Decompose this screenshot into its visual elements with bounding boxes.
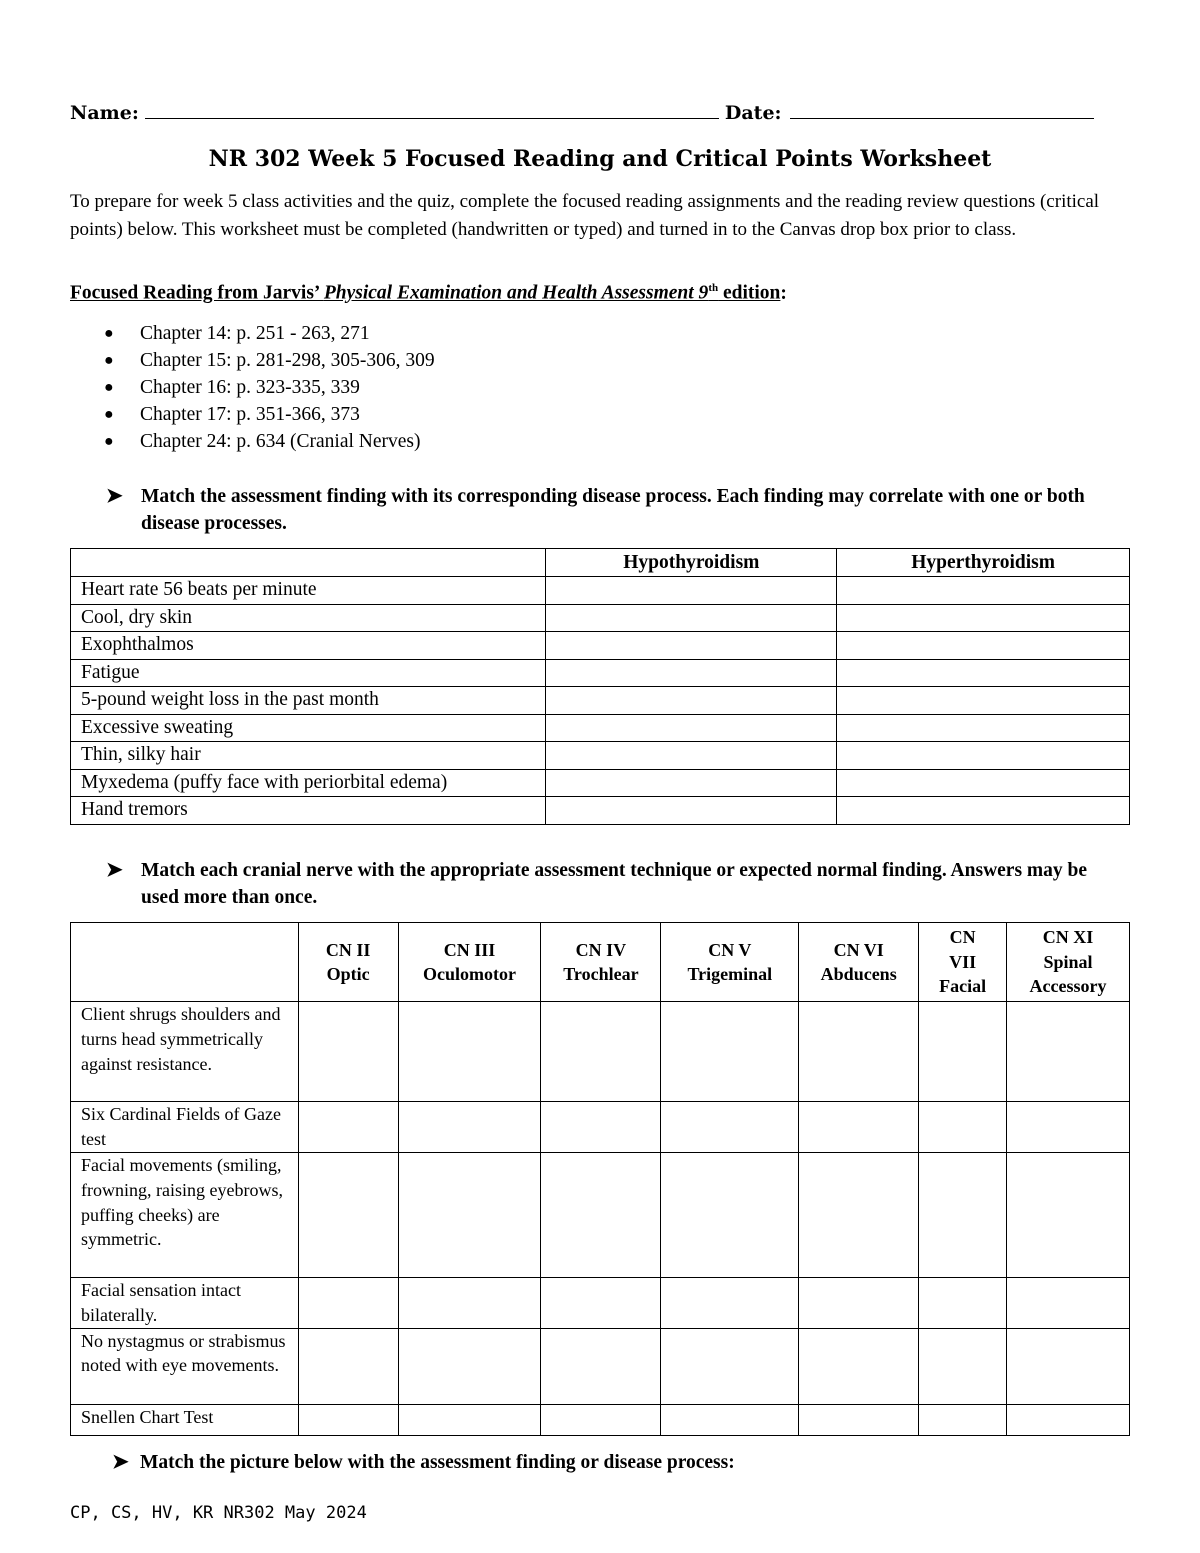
hypothyroidism-header: Hypothyroidism (546, 549, 837, 577)
answer-cell[interactable] (1007, 1102, 1130, 1153)
header-line: Facial (939, 976, 987, 997)
answer-cell[interactable] (298, 1002, 398, 1102)
answer-cell[interactable] (837, 632, 1130, 660)
technique-cell: No nystagmus or strabismus noted with eye movements. (71, 1328, 299, 1404)
list-item (100, 428, 435, 455)
book-title: Physical Examination and Health Assessment 9 (323, 282, 709, 304)
round-bullet-icon: ● (104, 352, 114, 369)
answer-cell[interactable] (837, 797, 1130, 825)
focused-reading-prefix: Focused Reading from Jarvis’ (70, 282, 324, 304)
finding-cell: 5-pound weight loss in the past month (71, 687, 546, 715)
date-field[interactable] (790, 98, 1094, 119)
answer-cell[interactable] (837, 742, 1130, 770)
answer-cell[interactable] (919, 1278, 1007, 1329)
list-item (100, 320, 435, 347)
answer-cell[interactable] (298, 1328, 398, 1404)
list-item (100, 347, 435, 374)
table-row (71, 1404, 1130, 1435)
answer-cell[interactable] (298, 1153, 398, 1278)
answer-cell[interactable] (1007, 1153, 1130, 1278)
list-item (100, 401, 435, 428)
answer-cell[interactable] (398, 1404, 541, 1435)
table-row (71, 687, 1130, 715)
answer-cell[interactable] (919, 1102, 1007, 1153)
chapter-text: Chapter 24: p. 634 (Cranial Nerves) (140, 431, 421, 452)
header-line: Trigeminal (687, 964, 773, 984)
finding-cell: Cool, dry skin (71, 604, 546, 632)
page-title: NR 302 Week 5 Focused Reading and Critical Points Worksheet (208, 146, 992, 172)
cn-vii-header (919, 923, 1007, 1002)
chapter-text: Chapter 17: p. 351-366, 373 (140, 404, 360, 425)
answer-cell[interactable] (398, 1102, 541, 1153)
answer-cell[interactable] (541, 1278, 661, 1329)
answer-cell[interactable] (799, 1404, 919, 1435)
focused-reading-suffix: edition (718, 282, 781, 304)
name-date-line (70, 98, 1094, 124)
table-row (71, 769, 1130, 797)
answer-cell[interactable] (837, 604, 1130, 632)
blank-header-cell (71, 923, 299, 1002)
technique-cell: Six Cardinal Fields of Gaze test (71, 1102, 299, 1153)
answer-cell[interactable] (541, 1153, 661, 1278)
answer-cell[interactable] (298, 1102, 398, 1153)
edition-superscript: th (708, 282, 719, 294)
answer-cell[interactable] (398, 1002, 541, 1102)
cn-ii-header (298, 923, 398, 1002)
answer-cell[interactable] (799, 1328, 919, 1404)
table-row (71, 714, 1130, 742)
answer-cell[interactable] (546, 714, 837, 742)
header-line: CN IV (575, 939, 627, 960)
header-line: VII (949, 951, 977, 972)
cn-vi-header (799, 923, 919, 1002)
answer-cell[interactable] (298, 1404, 398, 1435)
technique-cell: Facial movements (smiling, frowning, raising eyebrows, puffing cheeks) are symmetric. (71, 1153, 299, 1278)
round-bullet-icon: ● (104, 325, 114, 342)
arrow-bullet-icon: ➤ (106, 859, 123, 881)
table-row (71, 632, 1130, 660)
instruction-text: Match the assessment finding with its corresponding disease process. Each finding may correlate with one or both disease processes. (141, 486, 1085, 534)
finding-cell: Heart rate 56 beats per minute (71, 577, 546, 605)
answer-cell[interactable] (1007, 1328, 1130, 1404)
header-line: CN (949, 927, 976, 948)
header-line: CN III (443, 939, 496, 960)
answer-cell[interactable] (837, 687, 1130, 715)
table-header-row (71, 549, 1130, 577)
instruction-cranial-nerves (106, 857, 1126, 911)
answer-cell[interactable] (661, 1404, 799, 1435)
technique-cell: Client shrugs shoulders and turns head symmetrically against resistance. (71, 1002, 299, 1102)
finding-cell: Myxedema (puffy face with periorbital edema) (71, 769, 546, 797)
instruction-thyroid (106, 483, 1126, 537)
table-row (71, 1328, 1130, 1404)
thyroid-table (70, 548, 1130, 825)
answer-cell[interactable] (298, 1278, 398, 1329)
answer-cell[interactable] (799, 1153, 919, 1278)
table-row (71, 1002, 1130, 1102)
answer-cell[interactable] (546, 604, 837, 632)
round-bullet-icon: ● (104, 379, 114, 396)
date-label: Date: (724, 102, 782, 124)
answer-cell[interactable] (398, 1153, 541, 1278)
answer-cell[interactable] (546, 769, 837, 797)
chapter-text: Chapter 16: p. 323-335, 339 (140, 377, 360, 398)
intro-paragraph: To prepare for week 5 class activities and the quiz, complete the focused reading assignments and the reading review questions (critical points) below. This worksheet must be completed (handwritten or typed) and turned in to the Canvas drop box prior to class. (70, 191, 1100, 240)
cranial-nerve-table (70, 922, 1130, 1436)
cn-xi-header (1007, 923, 1130, 1002)
arrow-bullet-icon: ➤ (112, 1451, 129, 1473)
answer-cell[interactable] (541, 1002, 661, 1102)
answer-cell[interactable] (546, 687, 837, 715)
answer-cell[interactable] (837, 714, 1130, 742)
chapter-list (100, 320, 435, 455)
answer-cell[interactable] (799, 1102, 919, 1153)
answer-cell[interactable] (661, 1278, 799, 1329)
answer-cell[interactable] (546, 797, 837, 825)
finding-cell: Fatigue (71, 659, 546, 687)
table-row (71, 604, 1130, 632)
table-row (71, 1278, 1130, 1329)
answer-cell[interactable] (661, 1102, 799, 1153)
answer-cell[interactable] (546, 632, 837, 660)
header-line: Trochlear (563, 964, 639, 984)
answer-cell[interactable] (837, 769, 1130, 797)
answer-cell[interactable] (541, 1328, 661, 1404)
blank-header-cell (71, 549, 546, 577)
round-bullet-icon: ● (104, 433, 114, 450)
name-field[interactable] (145, 98, 719, 119)
instruction-picture (112, 1449, 1112, 1476)
header-line: CN VI (833, 939, 884, 960)
answer-cell[interactable] (1007, 1404, 1130, 1435)
technique-cell: Snellen Chart Test (71, 1404, 299, 1435)
header-line: Oculomotor (423, 964, 517, 984)
focused-reading-colon: : (780, 282, 787, 304)
answer-cell[interactable] (546, 742, 837, 770)
instruction-text: Match the picture below with the assessment finding or disease process: (140, 1452, 735, 1473)
header-line: CN II (325, 939, 371, 960)
focused-reading-heading (70, 282, 787, 305)
answer-cell[interactable] (1007, 1278, 1130, 1329)
table-row (71, 577, 1130, 605)
answer-cell[interactable] (398, 1278, 541, 1329)
answer-cell[interactable] (919, 1002, 1007, 1102)
technique-cell: Facial sensation intact bilaterally. (71, 1278, 299, 1329)
cn-iv-header (541, 923, 661, 1002)
header-line: Spinal (1043, 951, 1093, 972)
list-item (100, 374, 435, 401)
answer-cell[interactable] (1007, 1002, 1130, 1102)
table-row (71, 659, 1130, 687)
finding-cell: Hand tremors (71, 797, 546, 825)
table-row (71, 797, 1130, 825)
header-line: CN V (708, 939, 752, 960)
answer-cell[interactable] (398, 1328, 541, 1404)
table-row (71, 1102, 1130, 1153)
cn-iii-header (398, 923, 541, 1002)
answer-cell[interactable] (837, 577, 1130, 605)
table-row (71, 1153, 1130, 1278)
header-line: Abducens (820, 964, 897, 984)
chapter-text: Chapter 15: p. 281-298, 305-306, 309 (140, 350, 435, 371)
answer-cell[interactable] (546, 577, 837, 605)
cn-v-header (661, 923, 799, 1002)
answer-cell[interactable] (661, 1328, 799, 1404)
answer-cell[interactable] (799, 1278, 919, 1329)
round-bullet-icon: ● (104, 406, 114, 423)
answer-cell[interactable] (919, 1153, 1007, 1278)
answer-cell[interactable] (837, 659, 1130, 687)
page-footer: CP, CS, HV, KR NR302 May 2024 (70, 1503, 367, 1523)
header-line: CN XI (1042, 927, 1094, 948)
answer-cell[interactable] (919, 1328, 1007, 1404)
answer-cell[interactable] (799, 1002, 919, 1102)
arrow-bullet-icon: ➤ (106, 485, 123, 507)
hyperthyroidism-header: Hyperthyroidism (837, 549, 1130, 577)
table-header-row (71, 923, 1130, 1002)
answer-cell[interactable] (661, 1153, 799, 1278)
answer-cell[interactable] (661, 1002, 799, 1102)
answer-cell[interactable] (919, 1404, 1007, 1435)
name-label: Name: (70, 102, 139, 124)
finding-cell: Exophthalmos (71, 632, 546, 660)
instruction-text: Match each cranial nerve with the appropriate assessment technique or expected normal finding. Answers may be used more than once. (141, 860, 1088, 908)
header-line: Optic (326, 964, 370, 984)
answer-cell[interactable] (541, 1404, 661, 1435)
finding-cell: Excessive sweating (71, 714, 546, 742)
chapter-text: Chapter 14: p. 251 - 263, 271 (140, 323, 370, 344)
table-row (71, 742, 1130, 770)
answer-cell[interactable] (546, 659, 837, 687)
finding-cell: Thin, silky hair (71, 742, 546, 770)
header-line: Accessory (1029, 976, 1107, 997)
answer-cell[interactable] (541, 1102, 661, 1153)
